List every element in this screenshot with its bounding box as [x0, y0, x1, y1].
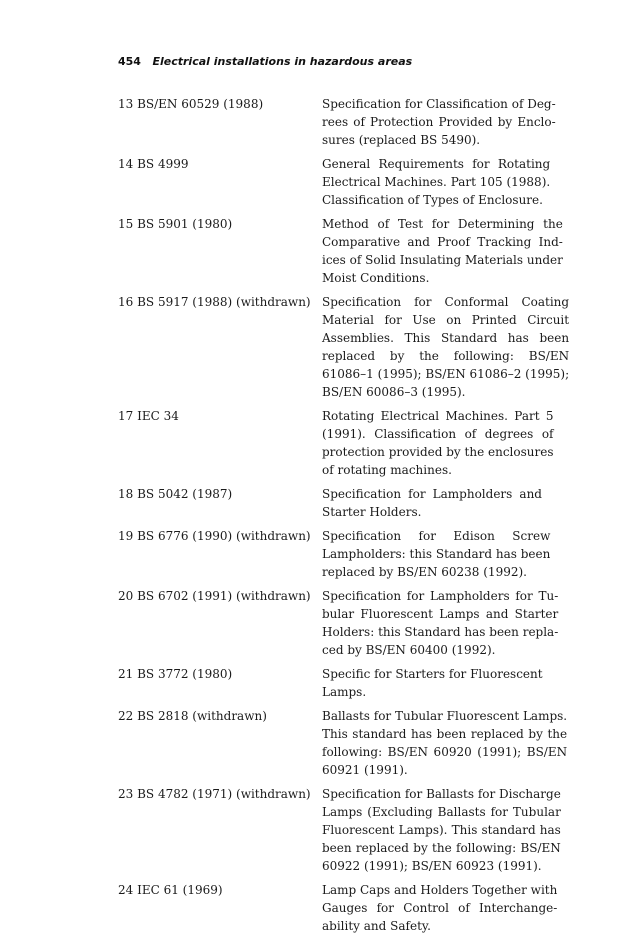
reference-id: 20 BS 6702 (1991) (withdrawn)	[118, 589, 311, 603]
reference-description	[322, 293, 569, 401]
reference-description	[322, 215, 563, 287]
description-line: Lampholders: this Standard has been	[322, 547, 551, 561]
page-header	[118, 55, 412, 68]
description-line: Holders: this Standard has been repla-	[322, 625, 559, 639]
description-line: Lamps.	[322, 685, 367, 699]
reference-entry	[118, 155, 551, 209]
reference-entry	[118, 215, 563, 287]
description-line: BS/EN 60086–3 (1995).	[322, 385, 466, 399]
reference-id: 14 BS 4999	[118, 157, 189, 171]
reference-id: 23 BS 4782 (1971) (withdrawn)	[118, 787, 311, 801]
description-line: ability and Safety.	[322, 919, 431, 933]
description-line: protection provided by the enclosures	[322, 445, 554, 459]
description-line: Gauges for Control of Interchange-	[322, 901, 558, 915]
reference-entry	[118, 407, 554, 479]
reference-entry	[118, 785, 561, 875]
reference-entry	[118, 587, 559, 659]
description-line: 61086–1 (1995); BS/EN 61086–2 (1995);	[322, 367, 570, 381]
reference-entry	[118, 293, 570, 401]
description-line: been replaced by the following: BS/EN	[322, 841, 561, 855]
description-line: replaced by the following: BS/EN	[322, 349, 570, 363]
description-line: Specification for Classification of Deg-	[322, 97, 556, 111]
reference-description	[322, 95, 556, 149]
description-line: replaced by BS/EN 60238 (1992).	[322, 565, 527, 579]
reference-description	[322, 155, 550, 209]
description-line: ices of Solid Insulating Materials under	[322, 253, 563, 267]
description-line: Specification for Lampholders for Tu-	[322, 589, 559, 603]
reference-description	[322, 665, 543, 701]
reference-description	[322, 881, 557, 935]
description-line: Specification for Ballasts for Discharge	[322, 787, 561, 801]
description-line: (1991). Classification of degrees of	[322, 427, 554, 441]
reference-description	[322, 785, 561, 875]
reference-id: 22 BS 2818 (withdrawn)	[118, 709, 267, 723]
description-line: following: BS/EN 60920 (1991); BS/EN	[322, 745, 568, 759]
description-line: Material for Use on Printed Circuit	[322, 313, 570, 327]
running-title: Electrical installations in hazardous areas	[152, 55, 413, 68]
description-line: 60922 (1991); BS/EN 60923 (1991).	[322, 859, 542, 873]
reference-id: 17 IEC 34	[118, 409, 179, 423]
reference-id: 18 BS 5042 (1987)	[118, 487, 233, 501]
description-line: General Requirements for Rotating	[322, 157, 551, 171]
reference-entry	[118, 527, 551, 581]
reference-description	[322, 587, 558, 659]
page-number: 454	[118, 55, 141, 68]
reference-entry	[118, 881, 558, 935]
reference-entry	[118, 707, 568, 779]
description-line: Lamp Caps and Holders Together with	[322, 883, 558, 897]
description-line: Classification of Types of Enclosure.	[322, 193, 543, 207]
description-line: Ballasts for Tubular Fluorescent Lamps.	[322, 709, 568, 723]
reference-entry	[118, 485, 542, 521]
description-line: Assemblies. This Standard has been	[322, 331, 570, 345]
reference-id: 19 BS 6776 (1990) (withdrawn)	[118, 529, 311, 543]
description-line: of rotating machines.	[322, 463, 452, 477]
description-line: Lamps (Excluding Ballasts for Tubular	[322, 805, 561, 819]
reference-description	[322, 527, 550, 581]
description-line: Fluorescent Lamps). This standard has	[322, 823, 561, 837]
description-line: Specification for Edison Screw	[322, 529, 551, 543]
description-line: bular Fluorescent Lamps and Starter	[322, 607, 559, 621]
description-line: ced by BS/EN 60400 (1992).	[322, 643, 496, 657]
reference-id: 15 BS 5901 (1980)	[118, 217, 233, 231]
reference-id: 13 BS/EN 60529 (1988)	[118, 97, 264, 111]
description-line: Specific for Starters for Fluorescent	[322, 667, 543, 681]
reference-list	[118, 95, 570, 941]
reference-entry	[118, 665, 542, 701]
reference-description	[322, 485, 542, 521]
reference-entry	[118, 95, 556, 149]
reference-description	[322, 707, 567, 779]
reference-id: 16 BS 5917 (1988) (withdrawn)	[118, 295, 311, 309]
description-line: Specification for Lampholders and	[322, 487, 542, 501]
description-line: Rotating Electrical Machines. Part 5	[322, 409, 554, 423]
reference-description	[322, 407, 554, 479]
description-line: 60921 (1991).	[322, 763, 408, 777]
description-line: Specification for Conformal Coating	[322, 295, 570, 309]
description-line: Comparative and Proof Tracking Ind-	[322, 235, 563, 249]
description-line: Starter Holders.	[322, 505, 422, 519]
description-line: Moist Conditions.	[322, 271, 430, 285]
reference-id: 21 BS 3772 (1980)	[118, 667, 233, 681]
reference-id: 24 IEC 61 (1969)	[118, 883, 223, 897]
description-line: This standard has been replaced by the	[322, 727, 568, 741]
description-line: rees of Protection Provided by Enclo-	[322, 115, 556, 129]
description-line: Electrical Machines. Part 105 (1988).	[322, 175, 551, 189]
description-line: Method of Test for Determining the	[322, 217, 563, 231]
description-line: sures (replaced BS 5490).	[322, 133, 481, 147]
